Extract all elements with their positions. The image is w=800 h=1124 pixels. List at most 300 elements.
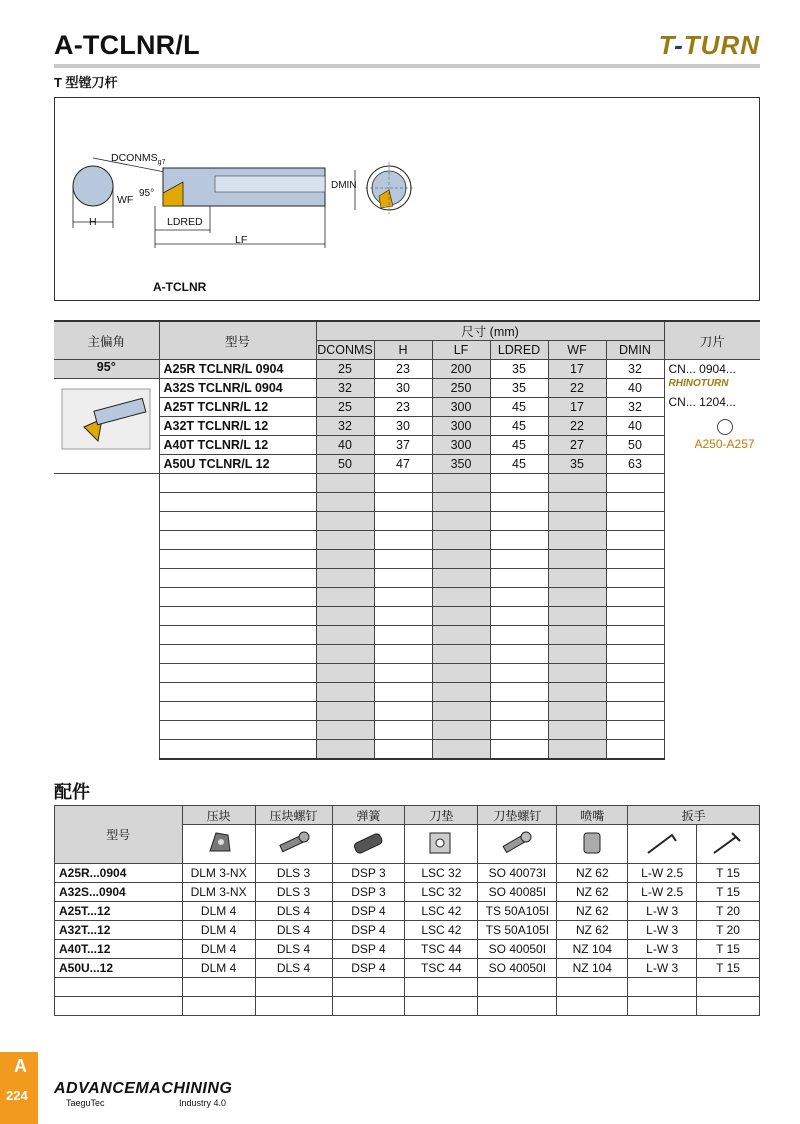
acc-cell: L-W 3 (628, 959, 697, 978)
dim-cell (490, 550, 548, 569)
dim-cell: 40 (606, 379, 664, 398)
dim-cell (490, 569, 548, 588)
insert-line-1: CN... 0904... (668, 362, 736, 376)
dim-cell (316, 740, 374, 760)
dmin-label: DMIN (331, 180, 357, 191)
dim-cell: 23 (374, 360, 432, 379)
acc-cell: SO 40050I (478, 959, 557, 978)
dim-cell (432, 607, 490, 626)
blank-cell (54, 683, 159, 702)
acc-cell: DLM 4 (182, 940, 255, 959)
dim-cell (548, 740, 606, 760)
header-wf: WF (548, 341, 606, 360)
dim-cell: 23 (374, 398, 432, 417)
acc-header-spring: 弹簧 (332, 806, 405, 825)
dim-cell (490, 588, 548, 607)
torx-key-icon (697, 825, 760, 864)
acc-cell (255, 978, 332, 997)
table-row (55, 864, 760, 883)
model-cell: A25T TCLNR/L 12 (159, 398, 316, 417)
dim-cell (490, 645, 548, 664)
acc-cell: T 15 (697, 959, 760, 978)
acc-cell: TSC 44 (405, 940, 478, 959)
acc-model-cell (55, 978, 183, 997)
acc-cell: T 15 (697, 864, 760, 883)
acc-cell: DLM 3-NX (182, 883, 255, 902)
acc-cell: DSP 3 (332, 883, 405, 902)
dim-cell (548, 683, 606, 702)
model-cell (159, 474, 316, 493)
acc-cell: T 15 (697, 940, 760, 959)
dim-cell (432, 569, 490, 588)
acc-cell (478, 997, 557, 1016)
dim-cell (490, 607, 548, 626)
page-reference[interactable]: A250-A257 (694, 437, 755, 451)
table-row (55, 940, 760, 959)
advance-machining-logo: ADVANCEMACHINING TaeguTec Industry 4.0 (54, 1080, 233, 1108)
acc-cell: LSC 32 (405, 864, 478, 883)
acc-cell: DSP 4 (332, 959, 405, 978)
angle-value: 95° (54, 360, 159, 379)
blank-cell (54, 721, 159, 740)
clamp-screw-icon (255, 825, 332, 864)
dim-cell (490, 626, 548, 645)
table-row (54, 721, 760, 740)
model-cell: A40T TCLNR/L 12 (159, 436, 316, 455)
dim-cell: 200 (432, 360, 490, 379)
dim-cell (490, 702, 548, 721)
dim-cell (432, 512, 490, 531)
acc-cell: DSP 4 (332, 902, 405, 921)
dim-cell (606, 474, 664, 493)
model-cell (159, 569, 316, 588)
table-row (54, 398, 760, 417)
acc-cell: DLS 4 (255, 940, 332, 959)
dim-cell (548, 569, 606, 588)
dim-cell (374, 588, 432, 607)
header-ldred: LDRED (490, 341, 548, 360)
header-angle: 主偏角 (54, 321, 159, 360)
blank-cell (54, 607, 159, 626)
acc-cell: LSC 42 (405, 921, 478, 940)
dim-cell: 35 (490, 379, 548, 398)
dim-cell: 37 (374, 436, 432, 455)
blank-cell (54, 531, 159, 550)
page-tab (0, 1052, 38, 1124)
dim-cell (548, 550, 606, 569)
diagram-caption: A-TCLNR (153, 280, 207, 294)
acc-cell: NZ 62 (557, 864, 628, 883)
dim-cell (432, 531, 490, 550)
dim-cell (606, 550, 664, 569)
dim-cell (490, 683, 548, 702)
wf-label: WF (117, 194, 134, 206)
table-row (54, 607, 760, 626)
ldred-label: LDRED (167, 216, 203, 228)
dim-cell (548, 626, 606, 645)
acc-cell: SO 40073I (478, 864, 557, 883)
dim-cell (490, 740, 548, 760)
blank-cell (54, 512, 159, 531)
acc-header-wrench: 扳手 (628, 806, 760, 825)
acc-cell: NZ 62 (557, 883, 628, 902)
dim-cell (316, 474, 374, 493)
table-row (54, 569, 760, 588)
table-row (54, 531, 760, 550)
dim-cell (606, 740, 664, 760)
acc-cell: DSP 3 (332, 864, 405, 883)
table-row (54, 493, 760, 512)
acc-cell: NZ 104 (557, 940, 628, 959)
blank-cell (54, 569, 159, 588)
dim-cell (548, 588, 606, 607)
table-row (54, 588, 760, 607)
blank-cell (54, 740, 159, 760)
dim-cell (432, 645, 490, 664)
acc-cell: DLS 3 (255, 883, 332, 902)
dim-cell (432, 683, 490, 702)
rhinoturn-logo: RHINOTURN (668, 378, 729, 389)
dim-cell (548, 702, 606, 721)
header-h: H (374, 341, 432, 360)
dim-cell: 45 (490, 455, 548, 474)
acc-cell (697, 997, 760, 1016)
dim-cell: 40 (606, 417, 664, 436)
acc-cell: T 20 (697, 921, 760, 940)
dim-cell (548, 607, 606, 626)
acc-model-cell: A25R...0904 (55, 864, 183, 883)
tool-diagram (54, 97, 760, 301)
dim-cell (432, 626, 490, 645)
dim-cell (374, 607, 432, 626)
acc-cell (557, 997, 628, 1016)
acc-cell: DLM 4 (182, 959, 255, 978)
dim-cell (316, 607, 374, 626)
dim-cell (432, 493, 490, 512)
table-row (55, 978, 760, 997)
page-number: 224 (6, 1088, 28, 1103)
acc-cell: T 20 (697, 902, 760, 921)
table-row (54, 455, 760, 474)
dim-cell (490, 721, 548, 740)
dim-cell: 30 (374, 417, 432, 436)
table-row (55, 921, 760, 940)
spring-icon (332, 825, 405, 864)
lf-label: LF (235, 234, 248, 246)
acc-cell: DSP 4 (332, 940, 405, 959)
header-dims: 尺寸 (mm) (316, 321, 664, 341)
dim-cell (374, 702, 432, 721)
table-row (55, 959, 760, 978)
dim-cell: 45 (490, 398, 548, 417)
acc-cell: T 15 (697, 883, 760, 902)
dim-cell (316, 569, 374, 588)
acc-cell: TSC 44 (405, 959, 478, 978)
dim-cell (548, 512, 606, 531)
acc-cell: DLM 3-NX (182, 864, 255, 883)
dim-cell (316, 512, 374, 531)
acc-cell: TS 50A105I (478, 902, 557, 921)
acc-header-clamp-screw: 压块螺钉 (255, 806, 332, 825)
dim-cell (490, 531, 548, 550)
acc-cell: DLM 4 (182, 902, 255, 921)
section-letter: A (14, 1056, 27, 1076)
h-label: H (89, 216, 97, 228)
title-divider (54, 64, 760, 68)
dim-cell (606, 702, 664, 721)
dim-cell: 32 (606, 398, 664, 417)
dim-cell (606, 493, 664, 512)
dim-cell (316, 702, 374, 721)
model-cell (159, 721, 316, 740)
nozzle-icon (557, 825, 628, 864)
dim-cell (316, 550, 374, 569)
accessories-title: 配件 (54, 782, 90, 802)
dim-cell: 45 (490, 436, 548, 455)
dim-cell (316, 664, 374, 683)
dim-cell (316, 721, 374, 740)
acc-cell: DLS 4 (255, 921, 332, 940)
dim-cell: 32 (316, 379, 374, 398)
dconms-label: $DCONMS_{g7}$ (111, 152, 166, 167)
tool-drawing (55, 98, 759, 300)
dim-cell: 300 (432, 417, 490, 436)
dim-cell (374, 569, 432, 588)
dim-cell (606, 512, 664, 531)
table-row (54, 550, 760, 569)
dim-cell: 250 (432, 379, 490, 398)
acc-model-cell: A25T...12 (55, 902, 183, 921)
dim-cell: 35 (490, 360, 548, 379)
dim-cell: 30 (374, 379, 432, 398)
blank-cell (54, 474, 159, 493)
acc-model-cell: A50U...12 (55, 959, 183, 978)
acc-cell: DLS 4 (255, 902, 332, 921)
dim-cell (374, 664, 432, 683)
dim-cell (316, 645, 374, 664)
acc-cell: SO 40050I (478, 940, 557, 959)
model-cell: A32S TCLNR/L 0904 (159, 379, 316, 398)
dim-cell (374, 683, 432, 702)
table-row (54, 702, 760, 721)
dim-cell: 32 (606, 360, 664, 379)
insert-line-2: CN... 1204... (668, 395, 736, 409)
blank-cell (54, 588, 159, 607)
dim-cell: 300 (432, 436, 490, 455)
dim-cell: 50 (316, 455, 374, 474)
acc-cell (628, 997, 697, 1016)
blank-cell (54, 493, 159, 512)
dim-cell (374, 721, 432, 740)
acc-cell: DSP 4 (332, 921, 405, 940)
model-cell (159, 512, 316, 531)
acc-cell (255, 997, 332, 1016)
table-row (54, 664, 760, 683)
dim-cell (374, 474, 432, 493)
dim-cell (432, 588, 490, 607)
dim-cell (548, 721, 606, 740)
acc-cell (405, 978, 478, 997)
dim-cell (606, 721, 664, 740)
acc-cell: NZ 62 (557, 902, 628, 921)
dim-cell (432, 664, 490, 683)
dim-cell (316, 588, 374, 607)
hex-key-icon (628, 825, 697, 864)
dim-cell (374, 626, 432, 645)
shim-icon (405, 825, 478, 864)
blank-cell (54, 645, 159, 664)
shim-screw-icon (478, 825, 557, 864)
acc-header-shim: 刀垫 (405, 806, 478, 825)
table-row (54, 436, 760, 455)
table-row (54, 360, 760, 379)
model-cell (159, 664, 316, 683)
header-dconms: DCONMS (316, 341, 374, 360)
dim-cell (374, 740, 432, 760)
table-row (54, 417, 760, 436)
dim-cell (316, 531, 374, 550)
dim-cell: 25 (316, 360, 374, 379)
header-insert: 刀片 (664, 321, 760, 360)
dim-cell: 27 (548, 436, 606, 455)
table-row (55, 902, 760, 921)
dim-cell (316, 683, 374, 702)
acc-cell: L-W 2.5 (628, 864, 697, 883)
dim-cell: 350 (432, 455, 490, 474)
blank-cell (54, 550, 159, 569)
dim-cell (490, 474, 548, 493)
acc-cell: L-W 3 (628, 940, 697, 959)
table-row (54, 512, 760, 531)
dim-cell: 25 (316, 398, 374, 417)
dim-cell (606, 626, 664, 645)
model-cell: A32T TCLNR/L 12 (159, 417, 316, 436)
dim-cell (374, 550, 432, 569)
acc-header-model: 型号 (55, 806, 183, 864)
acc-cell: DLS 4 (255, 959, 332, 978)
dim-cell (432, 702, 490, 721)
acc-cell: DLS 3 (255, 864, 332, 883)
acc-cell: L-W 2.5 (628, 883, 697, 902)
table-row (54, 626, 760, 645)
dim-cell (548, 474, 606, 493)
model-cell (159, 493, 316, 512)
magnifier-icon (717, 419, 733, 435)
dim-cell: 45 (490, 417, 548, 436)
dim-cell: 22 (548, 379, 606, 398)
acc-cell: DLM 4 (182, 921, 255, 940)
dim-cell (432, 550, 490, 569)
acc-cell: NZ 62 (557, 921, 628, 940)
table-row (54, 474, 760, 493)
table-row (55, 997, 760, 1016)
table-row (54, 740, 760, 760)
acc-model-cell: A40T...12 (55, 940, 183, 959)
model-cell (159, 740, 316, 760)
dim-cell (606, 645, 664, 664)
angle-label: 95° (139, 188, 155, 199)
dim-cell: 47 (374, 455, 432, 474)
header-model: 型号 (159, 321, 316, 360)
clamp-icon (182, 825, 255, 864)
dim-cell (432, 721, 490, 740)
dim-cell (606, 588, 664, 607)
blank-cell (54, 626, 159, 645)
table-row (54, 683, 760, 702)
blank-cell (54, 702, 159, 721)
dim-cell (548, 664, 606, 683)
acc-cell: L-W 3 (628, 921, 697, 940)
table-row (54, 379, 760, 398)
acc-cell (557, 978, 628, 997)
acc-model-cell (55, 997, 183, 1016)
dim-cell: 17 (548, 398, 606, 417)
acc-header-clamp: 压块 (182, 806, 255, 825)
model-cell (159, 645, 316, 664)
model-cell (159, 683, 316, 702)
dim-cell (548, 493, 606, 512)
acc-cell (182, 978, 255, 997)
model-cell (159, 550, 316, 569)
acc-cell: LSC 32 (405, 883, 478, 902)
accessories-table (54, 805, 760, 1016)
header-dmin: DMIN (606, 341, 664, 360)
acc-cell: TS 50A105I (478, 921, 557, 940)
acc-cell (332, 997, 405, 1016)
model-cell: A25R TCLNR/L 0904 (159, 360, 316, 379)
table-row (54, 645, 760, 664)
dim-cell: 35 (548, 455, 606, 474)
dim-cell: 300 (432, 398, 490, 417)
dim-cell: 17 (548, 360, 606, 379)
angle-figure (54, 379, 159, 474)
dim-cell (374, 531, 432, 550)
model-cell (159, 531, 316, 550)
acc-header-nozzle: 喷嘴 (557, 806, 628, 825)
header-lf: LF (432, 341, 490, 360)
dim-cell (432, 740, 490, 760)
acc-header-shim-screw: 刀垫螺钉 (478, 806, 557, 825)
acc-cell (182, 997, 255, 1016)
dim-cell (316, 626, 374, 645)
acc-model-cell: A32S...0904 (55, 883, 183, 902)
model-cell (159, 607, 316, 626)
acc-model-cell: A32T...12 (55, 921, 183, 940)
dim-cell: 50 (606, 436, 664, 455)
acc-cell (697, 978, 760, 997)
dim-cell (606, 569, 664, 588)
dim-cell (606, 683, 664, 702)
page-title: A-TCLNR/L (54, 30, 200, 60)
dim-cell (490, 664, 548, 683)
acc-cell: SO 40085I (478, 883, 557, 902)
dim-cell (374, 512, 432, 531)
model-cell: A50U TCLNR/L 12 (159, 455, 316, 474)
acc-cell: NZ 104 (557, 959, 628, 978)
dim-cell (490, 493, 548, 512)
model-cell (159, 702, 316, 721)
dim-cell: 22 (548, 417, 606, 436)
dim-cell (374, 493, 432, 512)
dim-cell (432, 474, 490, 493)
insert-info (664, 360, 760, 760)
acc-cell (332, 978, 405, 997)
acc-cell (478, 978, 557, 997)
dim-cell: 32 (316, 417, 374, 436)
brand-logo: T-TURN (658, 30, 760, 60)
dim-cell (606, 607, 664, 626)
dim-cell: 63 (606, 455, 664, 474)
